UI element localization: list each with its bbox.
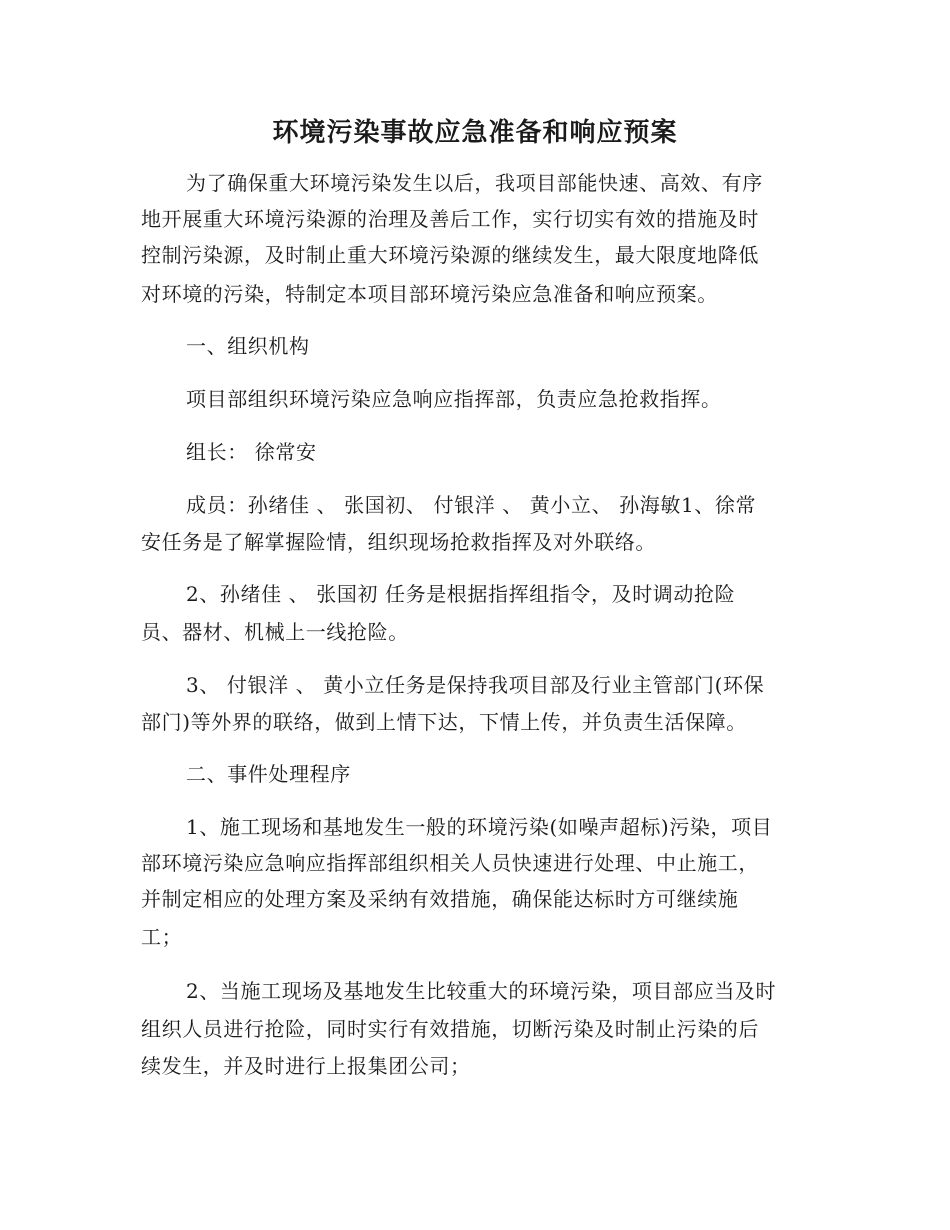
text-line: 续发生，并及时进行上报集团公司； — [141, 1054, 471, 1078]
text-line: 3、 付银洋 、 黄小立任务是保持我项目部及行业主管部门(环保 — [186, 673, 765, 697]
text-line: 1、施工现场和基地发生一般的环境污染(如噪声超标)污染，项目 — [186, 815, 773, 839]
text-line: 成员：孙绪佳 、 张国初、 付银洋 、 黄小立、 孙海敏1、徐常 — [186, 493, 757, 517]
text-line: 控制污染源，及时制止重大环境污染源的继续发生，最大限度地降低 — [141, 243, 759, 267]
text-line: 2、孙绪佳 、 张国初 任务是根据指挥组指令，及时调动抢险 — [186, 582, 736, 606]
text-line: 项目部组织环境污染应急响应指挥部，负责应急抢救指挥。 — [186, 387, 722, 411]
text-line: 部门)等外界的联络，做到上情下达，下情上传，并负责生活保障。 — [141, 710, 747, 734]
text-line: 2、当施工现场及基地发生比较重大的环境污染，项目部应当及时 — [186, 979, 777, 1003]
text-line: 部环境污染应急响应指挥部组织相关人员快速进行处理、中止施工， — [141, 851, 759, 875]
text-line: 员、器材、机械上一线抢险。 — [141, 620, 409, 644]
section-heading: 一、组织机构 — [186, 334, 310, 358]
section-heading: 二、事件处理程序 — [186, 762, 351, 786]
text-line: 对环境的污染，特制定本项目部环境污染应急准备和响应预案。 — [141, 282, 718, 306]
text-line: 组织人员进行抢险，同时实行有效措施，切断污染及时制止污染的后 — [141, 1017, 759, 1041]
text-line: 地开展重大环境污染源的治理及善后工作，实行切实有效的措施及时 — [141, 207, 759, 231]
text-line: 工； — [141, 925, 183, 949]
document-title: 环境污染事故应急准备和响应预案 — [272, 118, 678, 148]
text-line: 为了确保重大环境污染发生以后，我项目部能快速、高效、有序 — [186, 171, 763, 195]
text-line: 并制定相应的处理方案及采纳有效措施，确保能达标时方可继续施 — [141, 887, 739, 911]
text-line: 安任务是了解掌握险情，组织现场抢救指挥及对外联络。 — [141, 530, 656, 554]
text-line: 组长： 徐常安 — [186, 440, 317, 464]
